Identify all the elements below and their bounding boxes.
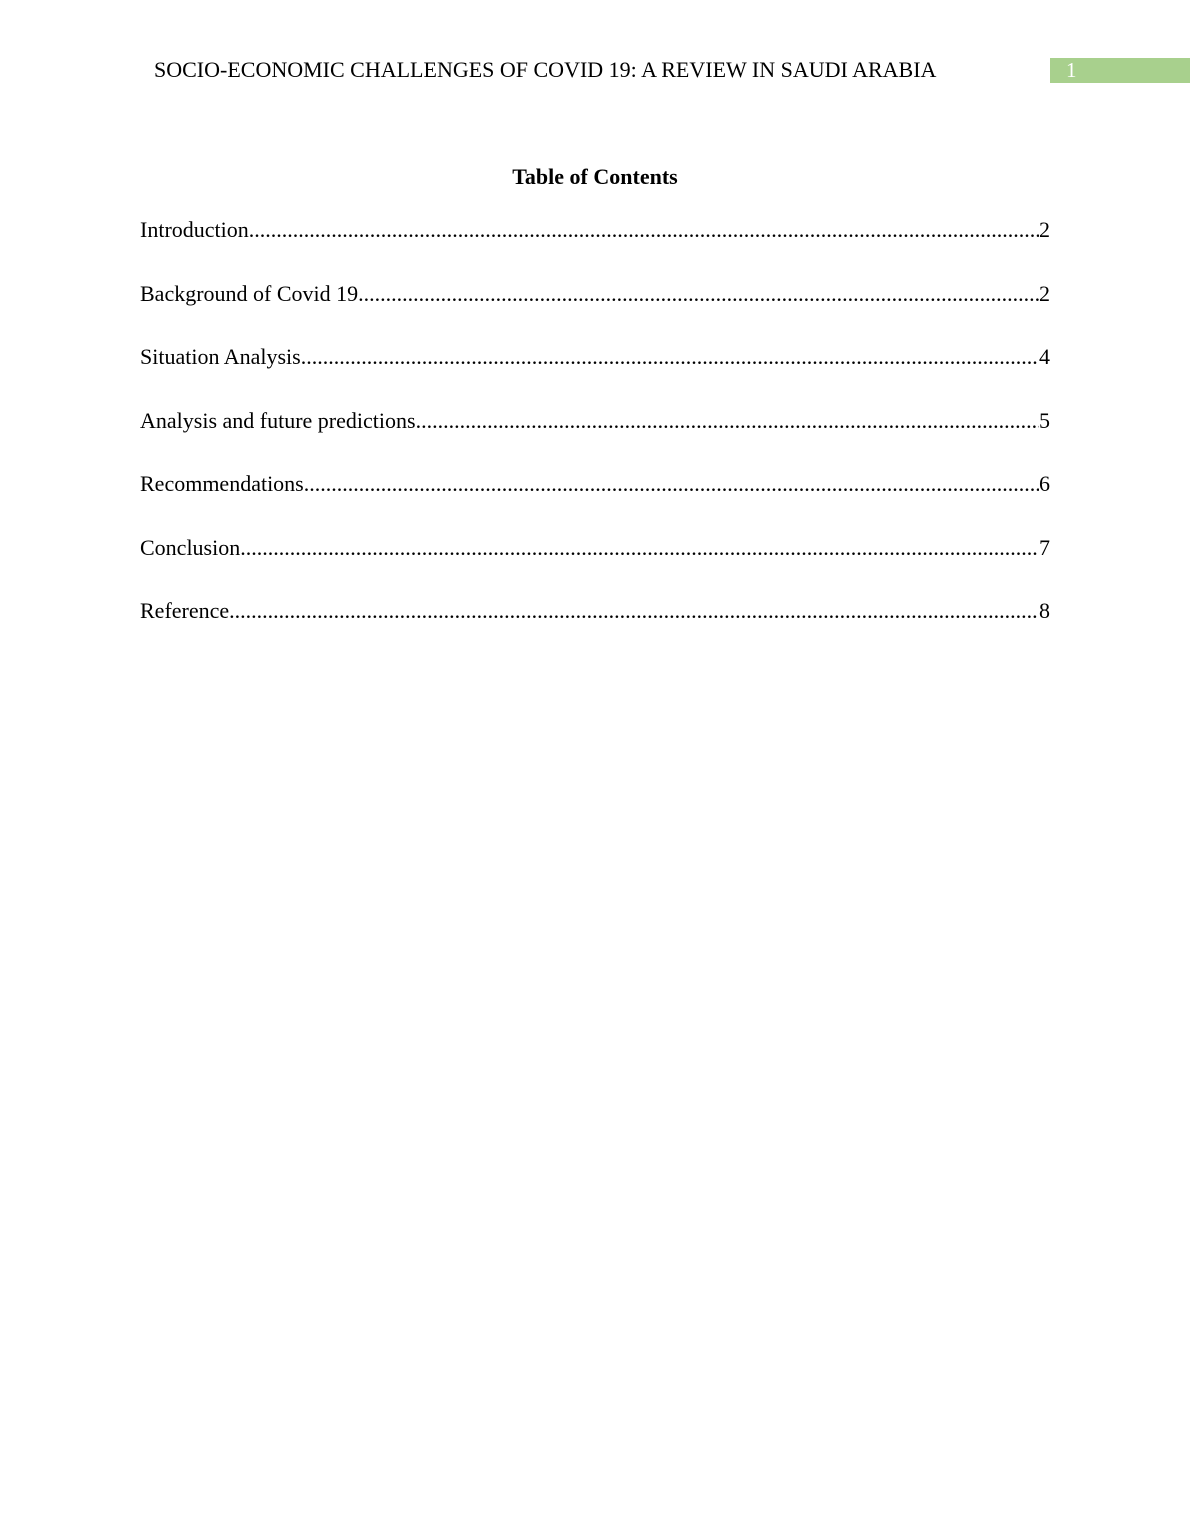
- toc-dot-leader: [249, 216, 1039, 244]
- toc-entry-introduction[interactable]: [140, 216, 1050, 280]
- toc-entry-page: 2: [1039, 280, 1050, 306]
- toc-dot-leader: [358, 280, 1039, 308]
- toc-entry-label: Conclusion: [140, 534, 241, 560]
- page-number-box: [1050, 58, 1190, 83]
- toc-dot-leader: [304, 470, 1039, 498]
- toc-entry-page: 2: [1039, 217, 1050, 242]
- toc-entry-page: 7: [1039, 534, 1050, 560]
- toc-entry-page: 5: [1039, 407, 1050, 433]
- toc-entry-label: Background of Covid 19: [140, 280, 359, 306]
- toc-entry-label: Recommendations: [140, 471, 304, 496]
- toc-entry-label: Reference: [140, 598, 230, 623]
- page-number: 1: [1066, 58, 1077, 82]
- toc-entry-label: Introduction: [140, 217, 249, 242]
- toc-dot-leader: [229, 597, 1039, 625]
- toc-entry-reference[interactable]: [140, 597, 1050, 661]
- toc-entry-recommendations[interactable]: [140, 470, 1050, 534]
- toc-dot-leader: [240, 534, 1039, 562]
- toc-dot-leader: [416, 407, 1039, 435]
- running-head: SOCIO-ECONOMIC CHALLENGES OF COVID 19: A REVIEW IN SAUDI ARABIA: [154, 57, 937, 82]
- toc-entry-label: Analysis and future predictions: [140, 407, 416, 433]
- toc-list: [140, 216, 1050, 661]
- toc-entry-analysis-future-predictions[interactable]: [140, 407, 1050, 471]
- toc-entry-label: Situation Analysis: [140, 344, 301, 369]
- toc-entry-background[interactable]: [140, 280, 1050, 344]
- toc-entry-page: 8: [1039, 598, 1050, 623]
- toc-entry-page: 4: [1039, 344, 1050, 369]
- toc-entry-conclusion[interactable]: [140, 534, 1050, 598]
- toc-title: Table of Contents: [512, 164, 678, 189]
- toc-dot-leader: [301, 343, 1039, 371]
- toc-entry-page: 6: [1039, 471, 1050, 496]
- toc-entry-situation-analysis[interactable]: [140, 343, 1050, 407]
